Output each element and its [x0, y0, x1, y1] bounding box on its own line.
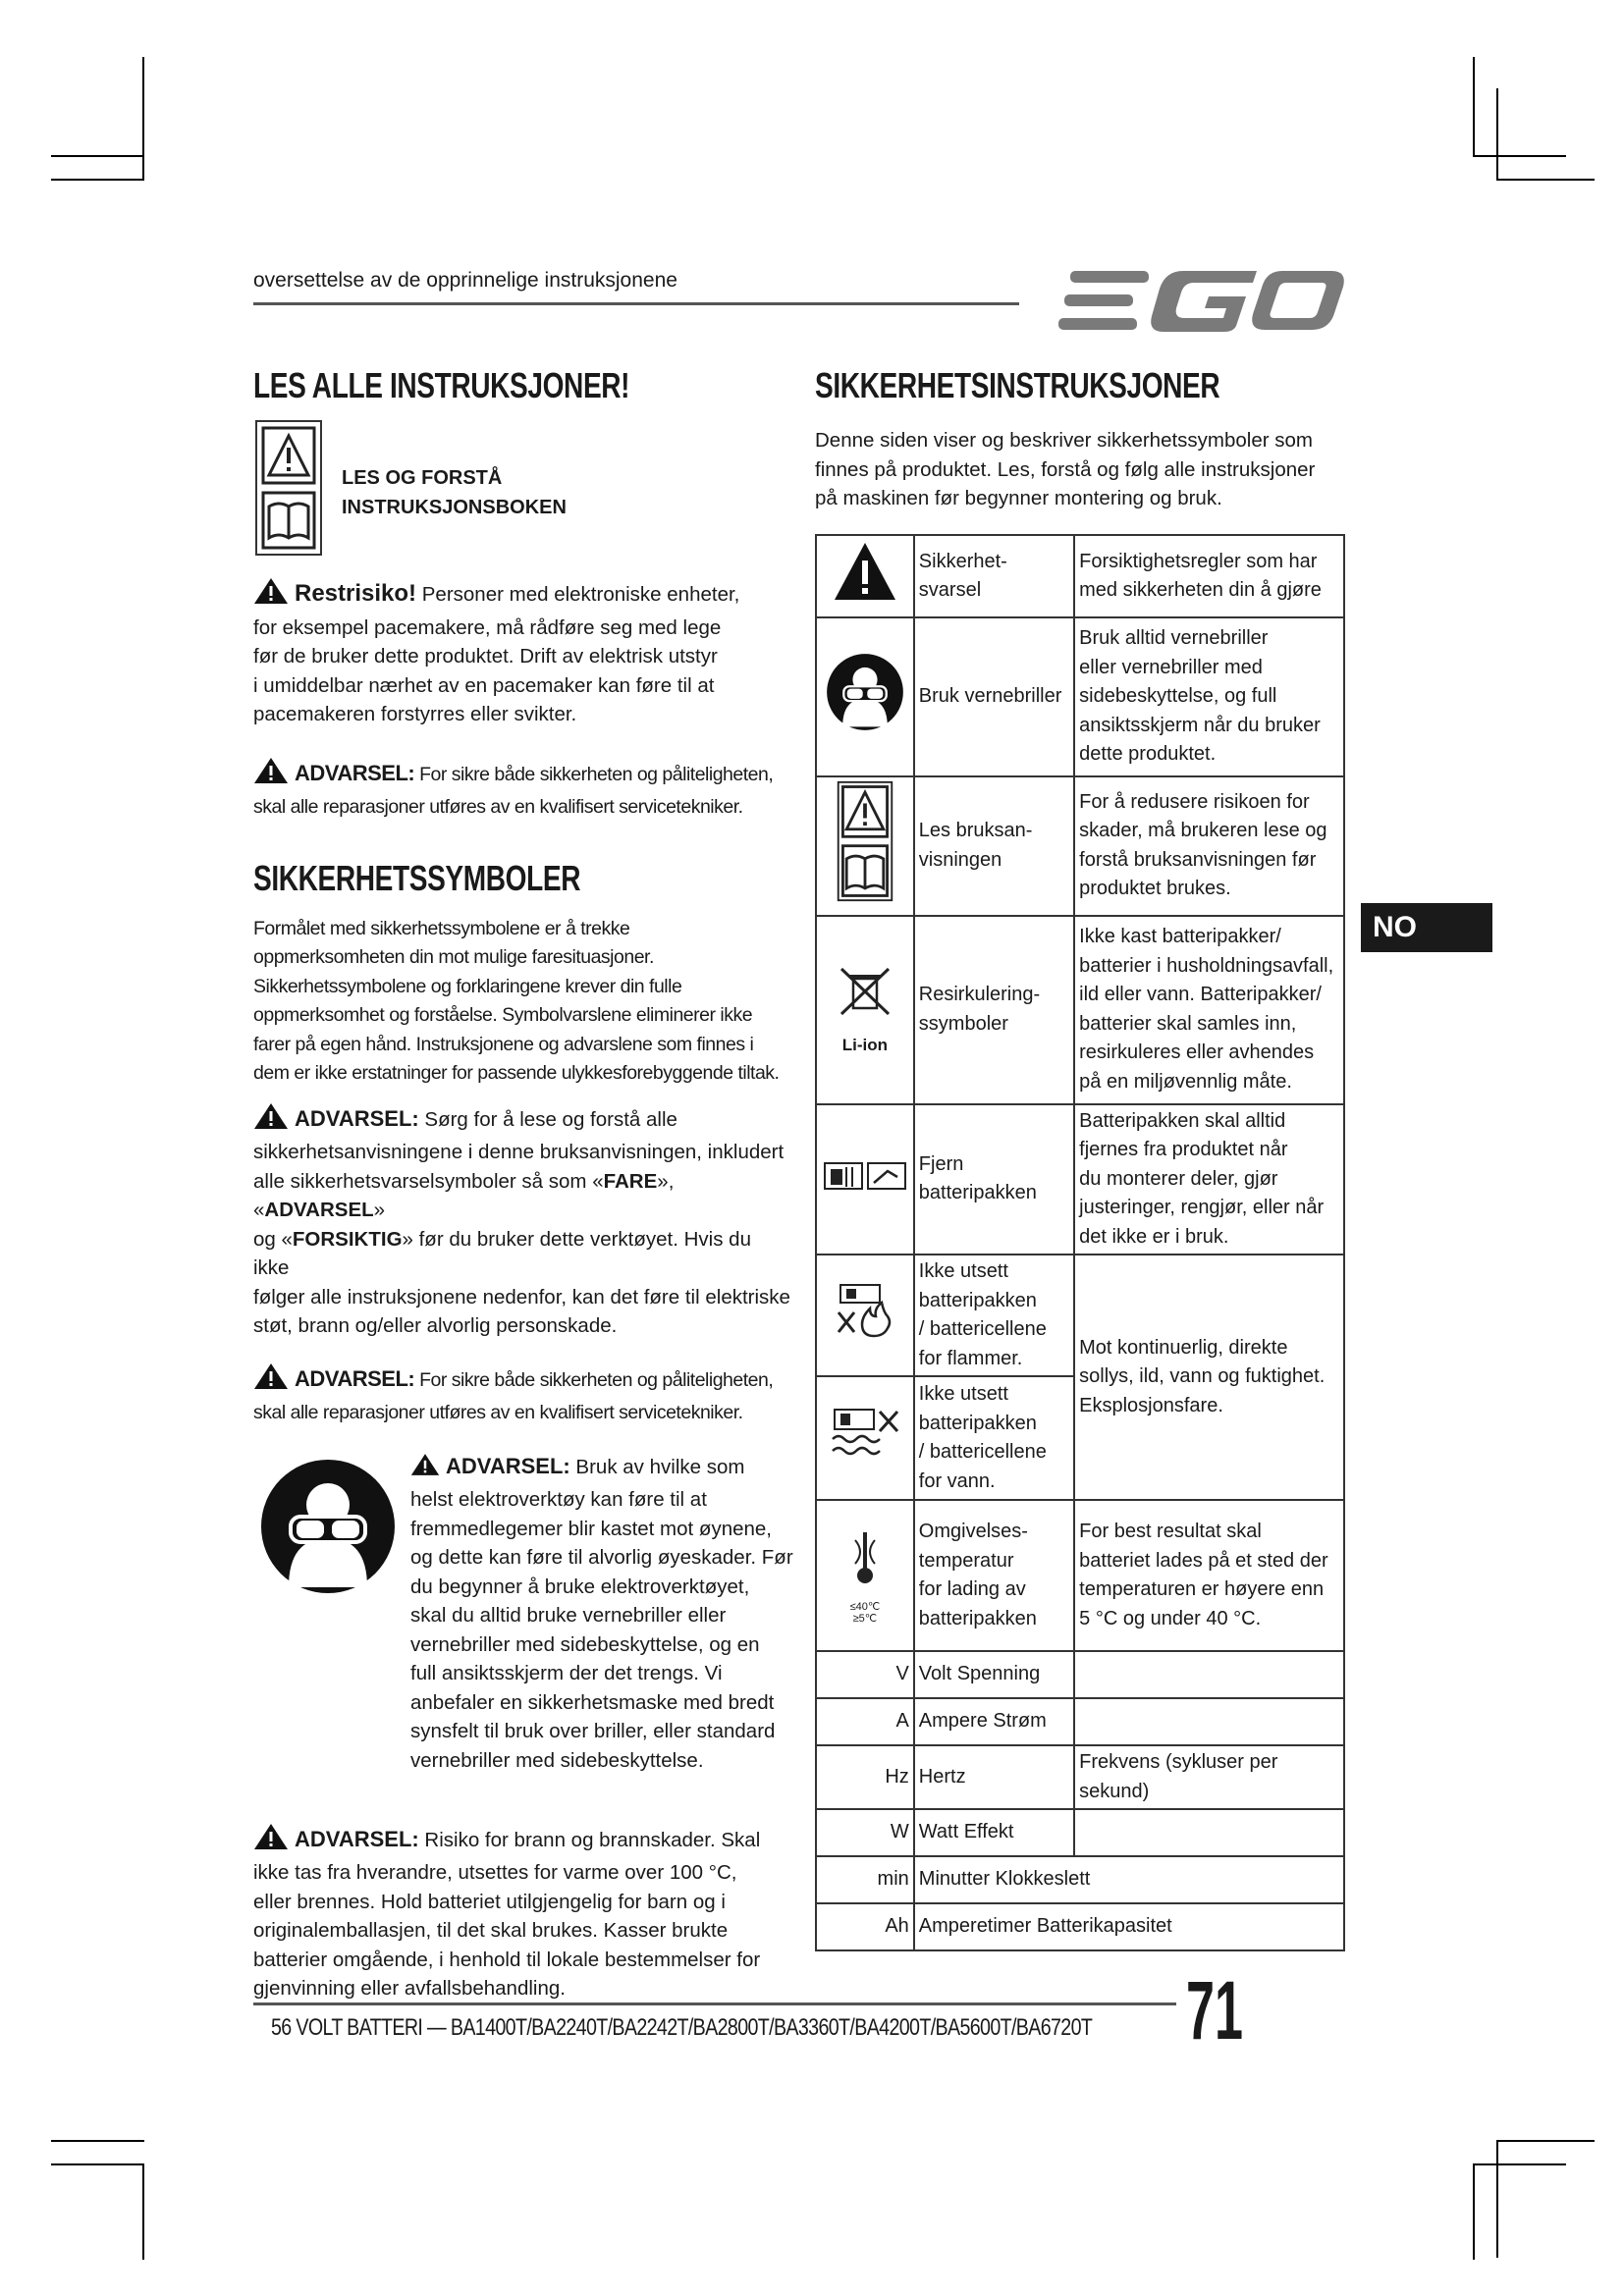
symbols-line: Sikkerhetssymbolene og forklaringene krever din fulle — [253, 975, 682, 997]
ego-logo — [1051, 265, 1350, 341]
unit-symbol: Ah — [816, 1903, 914, 1950]
residual-line: i umiddelbar nærhet av en pacemaker kan føre til at — [253, 673, 715, 697]
table-row — [816, 776, 1344, 916]
no-water-icon — [829, 1404, 901, 1463]
symbol-desc: Ikke kast batteripakker/ batterier i husholdningsavfall, ild eller vann. Batteripakker/ batterier skal samles inn, resirkuleres eller avhendes på en miljøvennlig måte. — [1074, 916, 1344, 1104]
heading-safety-instructions: SIKKERHETSINSTRUKSJONER — [815, 365, 1220, 405]
symbol-cell — [816, 776, 914, 916]
eye-warning-line: vernebriller med sidebeskyttelse, og en — [410, 1632, 760, 1656]
warning-triangle-icon — [833, 541, 897, 602]
footer-model-list: 56 VOLT BATTERI — BA1400T/BA2240T/BA2242T/BA2800T/BA3360T/BA4200T/BA5600T/BA6720T — [271, 2014, 1093, 2041]
right-column — [815, 365, 1345, 513]
table-row — [816, 1856, 1344, 1903]
warning-text-line — [253, 1167, 791, 1225]
unit-meaning: Batterikapasitet — [1036, 1915, 1172, 1938]
unit-name — [914, 1698, 1074, 1745]
symbol-desc: Mot kontinuerlig, direkte sollys, ild, vann og fuktighet. Eksplosjonsfare. — [1074, 1255, 1344, 1500]
table-row — [816, 535, 1344, 617]
crop-mark — [1473, 2163, 1475, 2260]
symbol-cell — [816, 916, 914, 1104]
remove-battery-icon — [823, 1155, 907, 1195]
eye-warning-line: helst elektroverktøy kan føre til at — [410, 1488, 707, 1511]
symbol-cell — [816, 1376, 914, 1500]
forsiktig-word: FORSIKTIG — [292, 1227, 403, 1251]
table-row — [816, 1500, 1344, 1651]
unit-name — [914, 1903, 1344, 1950]
fire-warning-line: batterier omgående, i henhold til lokale bestemmelser for — [253, 1948, 761, 1971]
unit-meaning: Effekt — [963, 1821, 1014, 1843]
warning-triangle-icon — [253, 1823, 289, 1859]
unit-symbol: Hz — [816, 1745, 914, 1809]
eye-warning-line: synsfelt til bruk over briller, eller standard — [410, 1720, 776, 1742]
eye-warning-line: full ansiktsskjerm der det trengs. Vi — [410, 1662, 723, 1684]
warning-text: For sikre både sikkerheten og påliteligheten, — [414, 1368, 774, 1391]
recycle-bin-crossed-icon — [836, 965, 894, 1028]
crop-mark — [51, 179, 144, 181]
separator: », « — [253, 1169, 675, 1221]
unit-label: Minutter — [918, 1868, 991, 1891]
language-tab: NO — [1361, 903, 1492, 952]
crop-mark — [51, 2163, 144, 2165]
unit-meaning: Strøm — [993, 1710, 1047, 1733]
safety-glasses-icon — [259, 1458, 397, 1600]
unit-label: Ampere — [918, 1710, 988, 1733]
residual-risk-paragraph — [253, 577, 791, 729]
unit-desc — [1074, 1698, 1344, 1745]
residual-line: pacemakeren forstyrres eller svikter. — [253, 703, 577, 725]
unit-name — [914, 1651, 1074, 1698]
warning-text-part: » før du bruker dette verktøyet. Hvis du ikke — [253, 1227, 751, 1279]
crop-mark — [51, 155, 144, 157]
temp-max-label: ≤40℃ — [849, 1600, 881, 1613]
unit-desc — [1074, 1651, 1344, 1698]
symbol-desc: For best resultat skal batteriet lades på et sted der temperaturen er høyere enn 5 °C og under 40 °C. — [1074, 1500, 1344, 1651]
table-row — [816, 617, 1344, 776]
warning-label: ADVARSEL: — [295, 1365, 415, 1391]
warning-text-part: og « — [253, 1227, 293, 1251]
eye-warning-text: Bruk av hvilke som — [569, 1455, 745, 1478]
warning-triangle-icon — [253, 1362, 289, 1400]
warning-triangle-icon — [253, 757, 289, 794]
book-icon — [269, 504, 308, 538]
page-number: 71 — [1186, 1964, 1243, 2056]
symbol-name: Les bruksan- visningen — [914, 776, 1074, 916]
table-row — [816, 1698, 1344, 1745]
symbol-cell — [816, 1104, 914, 1255]
safety-symbols-table — [815, 534, 1345, 1951]
symbols-line: oppmerksomheten din mot mulige faresituasjoner. — [253, 946, 654, 968]
fire-warning-line: gjenvinning eller avfallsbehandling. — [253, 1977, 566, 2000]
unit-label: Watt — [918, 1821, 959, 1843]
crop-mark — [142, 57, 144, 179]
residual-label: Restrisiko! — [295, 580, 417, 607]
symbols-line: dem er ikke erstatninger for passende ulykkesforebyggende tiltak. — [253, 1062, 780, 1084]
fire-warning-line: eller brennes. Hold batteriet utilgjengelig for barn og i — [253, 1890, 726, 1913]
warning-label: ADVARSEL: — [295, 1105, 419, 1131]
fare-word: FARE — [603, 1169, 658, 1193]
table-row — [816, 1809, 1344, 1856]
unit-name — [914, 1745, 1074, 1809]
crop-mark — [51, 2140, 144, 2142]
eye-warning-line: skal du alltid bruke vernebriller eller — [410, 1604, 727, 1627]
warning-label: ADVARSEL: — [295, 1826, 419, 1851]
symbol-desc: For å redusere risikoen for skader, må brukeren lese og forstå bruksanvisningen før produktet brukes. — [1074, 776, 1344, 916]
temp-min-label: ≥5℃ — [852, 1612, 878, 1625]
warning-paragraph-2 — [253, 1102, 791, 1341]
crop-mark — [1496, 2140, 1498, 2258]
crop-mark — [1496, 2140, 1595, 2142]
warning-text-line: sikkerhetsanvisningene i denne bruksanvisningen, inkludert — [253, 1141, 785, 1163]
table-row — [816, 1651, 1344, 1698]
warning-text-line: følger alle instruksjonene nedenfor, kan det føre til elektriske — [253, 1285, 790, 1308]
unit-symbol: W — [816, 1809, 914, 1856]
symbol-desc: Batteripakken skal alltid fjernes fra produktet når du monterer deler, gjør justeringer, rengjør, eller når det ikke er i bruk. — [1074, 1104, 1344, 1255]
heading-safety-symbols: SIKKERHETSSYMBOLER — [253, 857, 581, 898]
unit-desc: Frekvens (sykluser per sekund) — [1074, 1745, 1344, 1809]
eye-warning-block — [253, 1452, 791, 1805]
symbol-name: Ikke utsett batteripakken / battericellene for vann. — [914, 1376, 1074, 1500]
read-manual-icon — [834, 779, 896, 903]
eye-warning-line: anbefaler en sikkerhetsmaske med bredt — [410, 1690, 775, 1714]
ego-logo-icon — [1051, 265, 1350, 336]
warning-paragraph-3 — [253, 1362, 791, 1428]
read-box-line2: INSTRUKSJONSBOKEN — [342, 497, 567, 518]
unit-symbol: V — [816, 1651, 914, 1698]
eye-warning-line: fremmedlegemer blir kastet mot øynene, — [410, 1517, 772, 1540]
symbol-cell — [816, 617, 914, 776]
unit-symbol: min — [816, 1856, 914, 1903]
unit-label: Volt — [918, 1663, 952, 1685]
safety-glasses-icon — [826, 653, 904, 731]
residual-text: Personer med elektroniske enheter, — [416, 583, 740, 606]
symbol-name: Omgivelses- temperatur for lading av batteripakken — [914, 1500, 1074, 1651]
warning-triangle-icon — [253, 1102, 289, 1139]
symbols-line: oppmerksomhet og forståelse. Symbolvarslene eliminerer ikke — [253, 1004, 753, 1026]
warning-label: ADVARSEL: — [446, 1453, 570, 1478]
warning-text-line — [253, 1225, 791, 1283]
fire-warning-line: originalemballasjen, til det skal brukes. Kasser brukte — [253, 1919, 729, 1942]
symbols-line: farer på egen hånd. Instruksjonene og advarslene som finnes i — [253, 1033, 754, 1055]
eye-warning-line: du begynner å bruke elektroverktøyet, — [410, 1575, 750, 1598]
warning-text-part: alle sikkerhetsvarselsymboler så som « — [253, 1169, 604, 1193]
separator: » — [373, 1199, 386, 1221]
li-ion-label: Li-ion — [841, 1036, 889, 1055]
unit-meaning: Spenning — [956, 1663, 1041, 1685]
intro-line: finnes på produktet. Les, forstå og følg alle instruksjoner — [815, 457, 1316, 481]
symbol-name: Resirkulering- ssymboler — [914, 916, 1074, 1104]
eye-warning-line: vernebriller med sidebeskyttelse. — [410, 1748, 704, 1772]
symbols-paragraph — [253, 915, 791, 1089]
symbol-cell — [816, 1255, 914, 1376]
crop-mark — [142, 2163, 144, 2260]
header-subtitle: oversettelse av de opprinnelige instruksjonene — [253, 269, 677, 292]
table-row — [816, 1903, 1344, 1950]
symbol-cell — [816, 1500, 914, 1651]
symbol-name: Bruk vernebriller — [914, 617, 1074, 776]
crop-mark — [1473, 2163, 1566, 2165]
eye-warning-line: og dette kan føre til alvorlig øyeskader. Før — [410, 1546, 793, 1569]
header-rule — [253, 302, 1019, 305]
unit-meaning: Klokkeslett — [995, 1868, 1091, 1891]
symbol-desc: Bruk alltid vernebriller eller vernebriller med sidebeskyttelse, og full ansiktsskjerm når du bruker dette produktet. — [1074, 617, 1344, 776]
warning-text-line: støt, brann og/eller alvorlig personskade. — [253, 1314, 618, 1337]
unit-name — [914, 1809, 1074, 1856]
residual-line: før de bruker dette produktet. Drift av elektrisk utstyr — [253, 645, 718, 667]
crop-mark — [1496, 88, 1498, 179]
no-fire-icon — [831, 1281, 899, 1340]
read-manual-symbol — [255, 420, 322, 556]
intro-line: Denne siden viser og beskriver sikkerhetssymboler som — [815, 429, 1314, 452]
crop-mark — [1473, 155, 1566, 157]
footer-rule — [253, 2002, 1176, 2005]
warning-triangle-icon — [253, 577, 289, 614]
symbol-cell — [816, 535, 914, 617]
warning-text-line: skal alle reparasjoner utføres av en kvalifisert servicetekniker. — [253, 1402, 743, 1423]
crop-mark — [1473, 57, 1475, 155]
warning-paragraph-1 — [253, 757, 791, 823]
symbol-name: Sikkerhet- svarsel — [914, 535, 1074, 617]
intro-line: på maskinen før begynner montering og bruk. — [815, 487, 1222, 509]
warning-text: For sikre både sikkerheten og påliteligheten, — [414, 763, 774, 785]
symbol-name: Ikke utsett batteripakken / battericellene for flammer. — [914, 1255, 1074, 1376]
fire-warning-text: Risiko for brann og brannskader. Skal — [418, 1828, 761, 1851]
table-row — [816, 1255, 1344, 1376]
symbol-name: Fjern batteripakken — [914, 1104, 1074, 1255]
heading-read-all: LES ALLE INSTRUKSJONER! — [253, 365, 630, 405]
unit-name — [914, 1856, 1344, 1903]
table-row — [816, 1104, 1344, 1255]
fire-warning-line: ikke tas fra hverandre, utsettes for varme over 100 °C, — [253, 1861, 737, 1884]
table-row — [816, 916, 1344, 1104]
warning-label: ADVARSEL: — [295, 760, 415, 785]
unit-desc — [1074, 1809, 1344, 1856]
crop-mark — [1496, 179, 1595, 181]
warning-text-line: skal alle reparasjoner utføres av en kvalifisert servicetekniker. — [253, 796, 743, 818]
read-manual-box — [253, 418, 791, 556]
unit-label: Amperetimer — [918, 1915, 1032, 1938]
warning-text: Sørg for å lese og forstå alle — [418, 1107, 677, 1131]
read-box-line1: LES OG FORSTÅ — [342, 467, 503, 489]
table-row — [816, 1745, 1344, 1809]
advarsel-word: ADVARSEL — [264, 1199, 374, 1221]
unit-label: Hertz — [918, 1765, 966, 1788]
fire-warning-paragraph — [253, 1823, 791, 2003]
warning-triangle-icon — [410, 1452, 440, 1486]
temperature-range-icon — [830, 1526, 900, 1591]
symbol-desc: Forsiktighetsregler som har med sikkerheten din å gjøre — [1074, 535, 1344, 617]
symbols-line: Formålet med sikkerhetssymbolene er å trekke — [253, 917, 630, 939]
unit-symbol: A — [816, 1698, 914, 1745]
left-column — [253, 365, 791, 2003]
residual-line: for eksempel pacemakere, må rådføre seg med lege — [253, 615, 722, 639]
